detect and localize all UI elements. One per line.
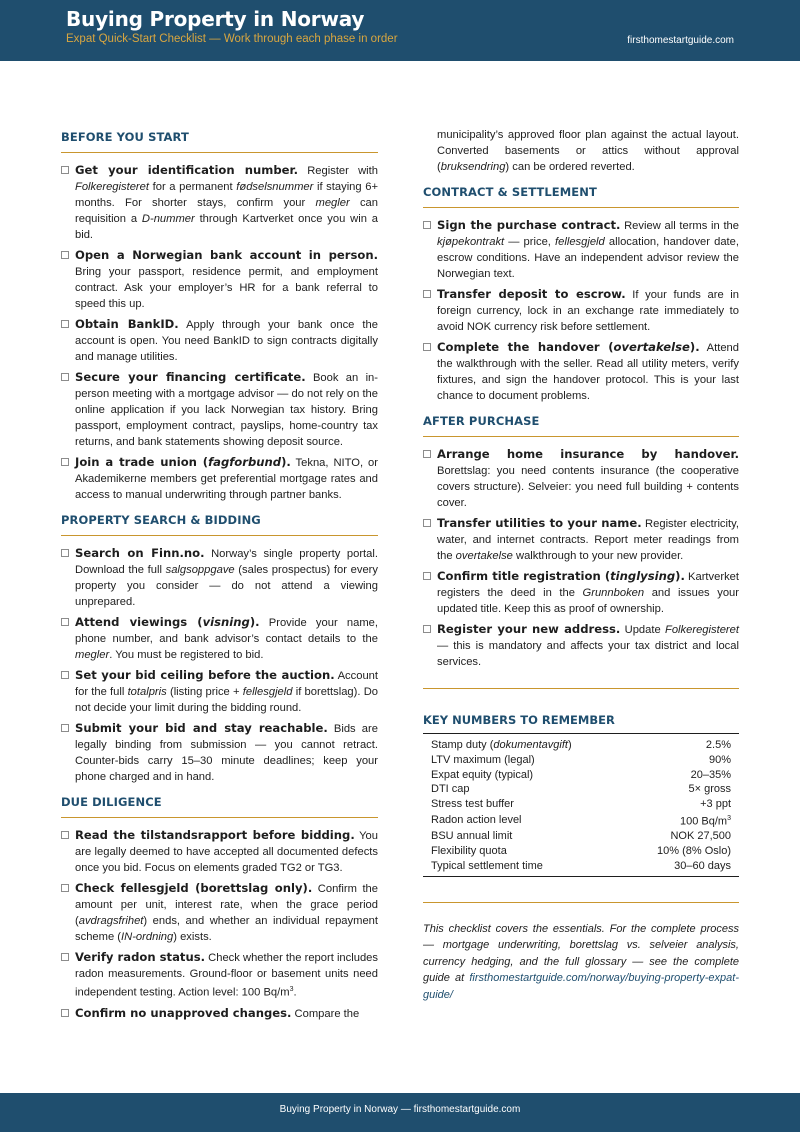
table-row: Radon action level 100 $Bq/m^3$ (431, 814, 731, 828)
checkbox[interactable] (61, 373, 69, 381)
checkbox[interactable] (61, 458, 69, 466)
checkbox[interactable] (423, 290, 431, 298)
table-row: Stamp duty (dokumentavgift) 2.5% (431, 739, 731, 751)
checklist-item[interactable]: Set your bid ceiling before the auction. Account for the full totalpris (listing price + fellesgjeld if borettslag). Do not decide your limit during the bidding round. (61, 667, 378, 716)
checklist-item[interactable]: Sign the purchase contract. Review all terms in the kjøpekontrakt — price, fellesgjeld allocation, handover date, escrow conditions. Have an independent advisor review the Norwegian text. (423, 217, 739, 282)
table-row: Expat equity (typical) 20–35% (431, 768, 731, 781)
checklist-item[interactable]: Join a trade union (fagforbund). Tekna, NITO, or Akademikerne members get preferential mortgage rates and access to manual underwriting through partner banks. (61, 454, 378, 503)
checkbox[interactable] (61, 320, 69, 328)
checklist-item[interactable]: Verify radon status. Check whether the report includes radon measurements. Ground-floor or basement units need independent testing. Action level: 100 $Bq/m^3$. (61, 949, 378, 1001)
checkbox[interactable] (61, 549, 69, 557)
checkbox[interactable] (61, 831, 69, 839)
page-subtitle: Expat Quick-Start Checklist — Work through each phase in order (66, 33, 398, 45)
checklist-item[interactable]: Transfer deposit to escrow. If your funds are in foreign currency, lock in an exchange rate immediately to avoid NOK currency risk before settlement. (423, 286, 739, 335)
section-title-before-you-start: BEFORE YOU START (61, 130, 378, 153)
checkbox[interactable] (423, 519, 431, 527)
checklist-item[interactable]: Register your new address. Update Folkeregisteret — this is mandatory and affects your tax district and local services. (423, 621, 739, 670)
table-row: Typical settlement time 30–60 days (423, 859, 739, 876)
page-title: Buying Property in Norway (66, 7, 365, 31)
checkbox[interactable] (61, 251, 69, 259)
checklist-item[interactable]: Arrange home insurance by handover. Borettslag: you need contents insurance (the cooperative covers structure). Selveier: you need full building + contents cover. (423, 446, 739, 511)
checklist-item[interactable]: Open a Norwegian bank account in person. Bring your passport, residence permit, and employment contract. Ask your employer’s HR for a bank referral to speed this up. (61, 247, 378, 312)
checkbox[interactable] (423, 450, 431, 458)
checkbox[interactable] (61, 953, 69, 961)
checkbox[interactable] (61, 884, 69, 892)
header-site-link[interactable]: firsthomestartguide.com (627, 35, 734, 46)
checkbox[interactable] (61, 671, 69, 679)
checklist-item[interactable]: Secure your financing certificate. Book an in-person meeting with a mortgage advisor — do not rely on the online application if you lack Norwegian tax history. Bring passport, employment contract, payslips, home-country tax returns, and bank statements showing deposit source. (61, 369, 378, 450)
section-title-contract: CONTRACT & SETTLEMENT (423, 185, 739, 208)
page-footer: Buying Property in Norway — firsthomestartguide.com (0, 1093, 800, 1132)
checkbox[interactable] (423, 625, 431, 633)
table-row: Stress test buffer +3 ppt (431, 798, 731, 811)
section-title-property-search: PROPERTY SEARCH & BIDDING (61, 513, 378, 536)
checkbox[interactable] (423, 343, 431, 351)
table-row: DTI cap 5× gross (431, 783, 731, 796)
checklist-item[interactable]: Obtain BankID. Apply through your bank once the account is open. You need BankID to sign contracts digitally and manage utilities. (61, 316, 378, 365)
section-title-due-diligence: DUE DILIGENCE (61, 795, 378, 818)
table-row: BSU annual limit NOK 27,500 (431, 830, 731, 843)
table-row: LTV maximum (legal) 90% (431, 753, 731, 766)
closing-note: This checklist covers the essentials. For the complete process — mortgage underwriting, borettslag vs. selveier analysis, currency hedging, and the full glossary — see the complete guide at firsthomestartguide.com/norway/buying-property-expat-guide/ (423, 922, 739, 1001)
section-title-after-purchase: AFTER PURCHASE (423, 414, 739, 437)
checklist-item[interactable]: Confirm no unapproved changes. Compare the (61, 1005, 378, 1022)
left-column (61, 130, 378, 1026)
checklist-item[interactable]: Check fellesgjeld (borettslag only). Confirm the amount per unit, interest rate, when the grace period (avdragsfrihet) ends, and whether an individual repayment scheme (IN-ordning) exists. (61, 880, 378, 945)
checkbox[interactable] (61, 618, 69, 626)
checklist-item[interactable]: Search on Finn.no. Norway’s single property portal. Download the full salgsoppgave (sales prospectus) for every property you consider — do not attend a viewing unprepared. (61, 545, 378, 610)
right-column (423, 127, 739, 1003)
checklist-item[interactable]: Get your identification number. Register with Folkeregisteret for a permanent fødselsnummer if staying 6+ months. For shorter stays, confirm your megler can requisition a D-nummer through Kartverket once you win a bid. (61, 162, 378, 243)
checklist-item[interactable]: Attend viewings (visning). Provide your name, phone number, and bank advisor’s contact details to the megler. You must be registered to bid. (61, 614, 378, 663)
checkbox[interactable] (61, 1009, 69, 1017)
guide-link[interactable]: firsthomestartguide.com/norway/buying-property-expat-guide/ (423, 972, 739, 1001)
checklist-item[interactable]: Confirm title registration (tinglysing). Kartverket registers the deed in the Grunnboken and issues your updated title. Keep this as proof of ownership. (423, 568, 739, 617)
table-row: Flexibility quota 10% (8% Oslo) (431, 845, 731, 858)
checklist-item[interactable]: Read the tilstandsrapport before bidding. You are legally deemed to have accepted all documented defects once you bid. Focus on elements graded TG2 or TG3. (61, 827, 378, 876)
checkbox[interactable] (423, 221, 431, 229)
checklist-item[interactable]: Submit your bid and stay reachable. Bids are legally binding from submission — you cannot retract. Counter-bids carry 15–30 minute deadlines; keep your phone charged and in hand. (61, 720, 378, 785)
checkbox[interactable] (61, 724, 69, 732)
checklist-item-continued: municipality’s approved floor plan against the actual layout. Converted basements or attics without approval (bruksendring) can be ordered reverted. (437, 129, 739, 173)
checkbox[interactable] (423, 572, 431, 580)
checklist-item[interactable]: Complete the handover (overtakelse). Attend the walkthrough with the seller. Read all utility meters, verify fixtures, and sign the handover protocol. This is your last chance to document problems. (423, 339, 739, 404)
checkbox[interactable] (61, 166, 69, 174)
checklist-item[interactable]: Transfer utilities to your name. Register electricity, water, and internet contracts. Report meter readings from the overtakelse walkthrough to your new provider. (423, 515, 739, 564)
key-numbers-title: KEY NUMBERS TO REMEMBER (423, 713, 739, 734)
key-numbers-table (423, 734, 739, 877)
page-header (0, 0, 800, 61)
